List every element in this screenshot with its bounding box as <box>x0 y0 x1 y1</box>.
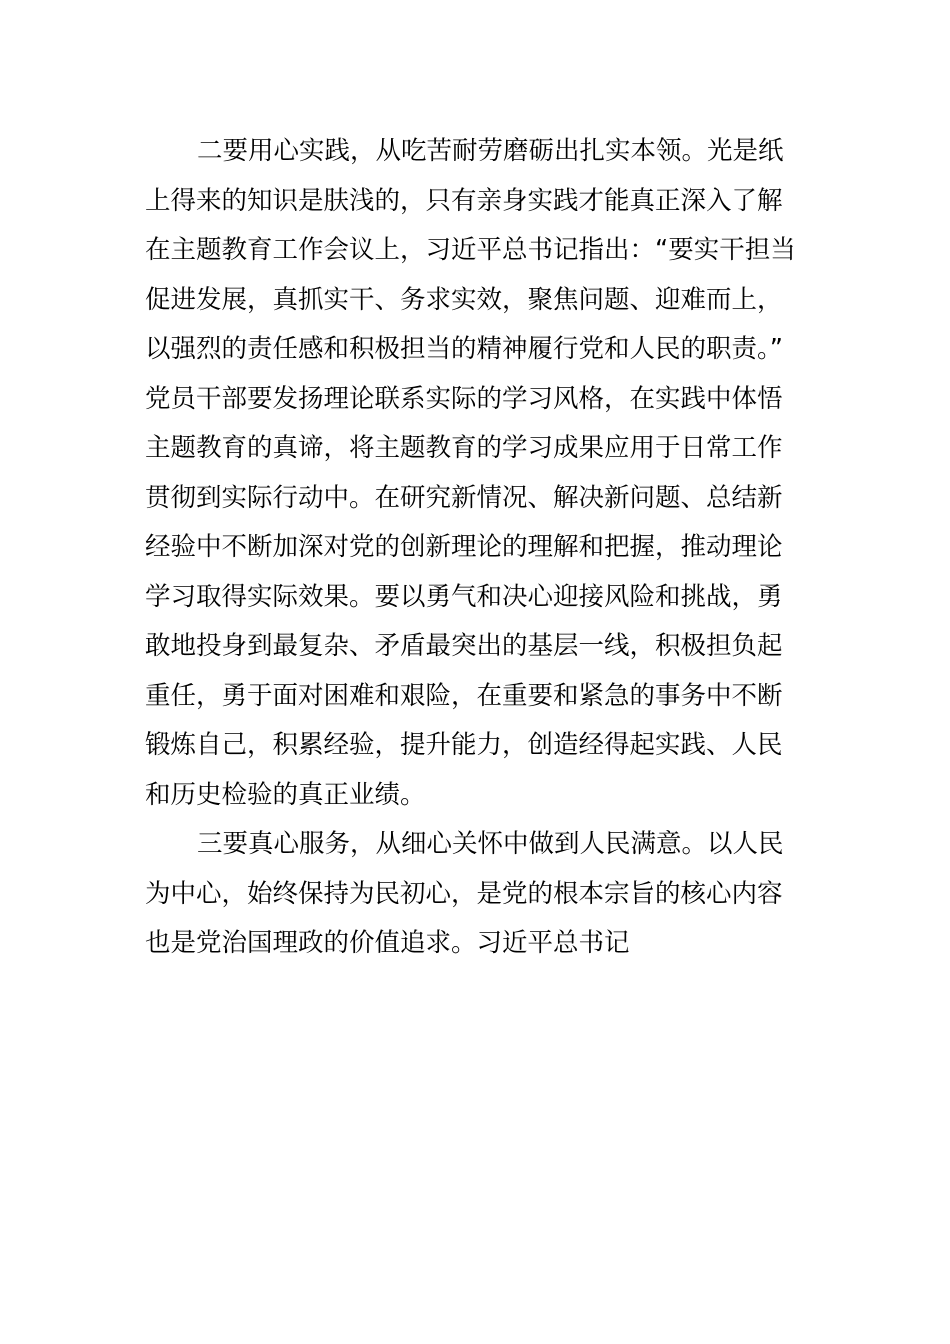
text-line: 也是党治国理政的价值追求。习近平总书记 <box>145 928 630 958</box>
text-line: 锻炼自己，积累经验，提升能力，创造经得起实践、人民 <box>145 730 783 760</box>
text-line: 上得来的知识是肤浅的，只有亲身实践才能真正深入了解 <box>145 185 783 216</box>
text-line: 为中心，始终保持为民初心，是党的根本宗旨的核心内容 <box>145 878 783 909</box>
text-line: 和历史检验的真正业绩。 <box>145 779 426 810</box>
text-line: 三要真心服务，从细心关怀中做到人民满意。以人民 <box>197 829 784 859</box>
text-line: 在主题教育工作会议上，习近平总书记指出：“要实干担当 <box>145 235 796 265</box>
text-line: 二要用心实践，从吃苦耐劳磨砺出扎实本领。光是纸 <box>197 136 784 166</box>
text-line: 重任，勇于面对困难和艰险，在重要和紧急的事务中不断 <box>145 680 783 711</box>
text-line: 经验中不断加深对党的创新理论的理解和把握，推动理论 <box>145 532 783 562</box>
text-line: 学习取得实际效果。要以勇气和决心迎接风险和挑战，勇 <box>145 581 783 612</box>
text-line: 以强烈的责任感和积极担当的精神履行党和人民的职责。” <box>145 334 783 364</box>
document-body <box>145 127 805 969</box>
paragraph <box>145 127 805 820</box>
text-line: 促进发展，真抓实干、务求实效，聚焦问题、迎难而上， <box>145 284 783 315</box>
text-line: 敢地投身到最复杂、矛盾最突出的基层一线，积极担负起 <box>145 631 783 661</box>
paragraph <box>145 820 805 969</box>
text-line: 党员干部要发扬理论联系实际的学习风格，在实践中体悟 <box>145 383 783 414</box>
text-line: 主题教育的真谛，将主题教育的学习成果应用于日常工作 <box>145 433 783 463</box>
text-line: 贯彻到实际行动中。在研究新情况、解决新问题、总结新 <box>145 482 783 513</box>
